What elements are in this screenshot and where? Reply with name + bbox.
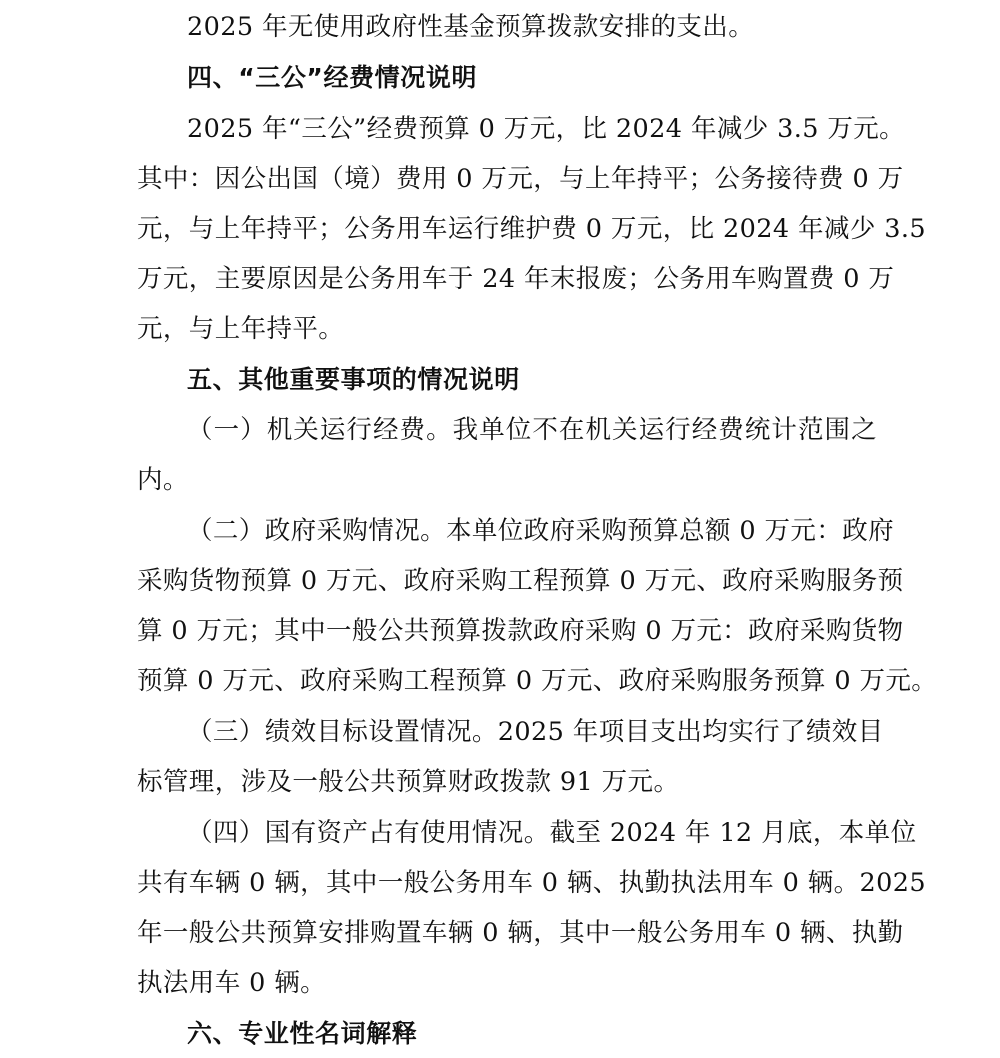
- paragraph-line: （三）绩效目标设置情况。2025 年项目支出均实行了绩效目: [187, 717, 884, 747]
- paragraph-line: 预算 0 万元、政府采购工程预算 0 万元、政府采购服务预算 0 万元。: [137, 666, 938, 696]
- paragraph-line: 年一般公共预算安排购置车辆 0 辆，其中一般公务用车 0 辆、执勤: [137, 918, 904, 948]
- paragraph-line: 算 0 万元；其中一般公共预算拨款政府采购 0 万元：政府采购货物: [137, 616, 904, 646]
- paragraph-line: （一）机关运行经费。我单位不在机关运行经费统计范围之: [187, 415, 877, 445]
- section-heading-five: 五、其他重要事项的情况说明: [187, 365, 520, 394]
- paragraph-line: 采购货物预算 0 万元、政府采购工程预算 0 万元、政府采购服务预: [137, 566, 904, 596]
- paragraph-line: 其中：因公出国（境）费用 0 万元，与上年持平；公务接待费 0 万: [137, 164, 904, 194]
- paragraph-line: 共有车辆 0 辆，其中一般公务用车 0 辆、执勤执法用车 0 辆。2025: [137, 868, 927, 898]
- section-heading-four: 四、“三公”经费情况说明: [187, 63, 478, 92]
- paragraph-line: 元，与上年持平。: [137, 314, 345, 344]
- paragraph-line: 2025 年无使用政府性基金预算拨款安排的支出。: [187, 12, 755, 42]
- section-heading-six: 六、专业性名词解释: [187, 1019, 418, 1048]
- paragraph-line: 执法用车 0 辆。: [137, 968, 327, 998]
- paragraph-line: 元，与上年持平；公务用车运行维护费 0 万元，比 2024 年减少 3.5: [137, 214, 927, 244]
- paragraph-line: 标管理，涉及一般公共预算财政拨款 91 万元。: [137, 767, 680, 797]
- paragraph-line: （二）政府采购情况。本单位政府采购预算总额 0 万元：政府: [187, 516, 895, 546]
- paragraph-line: 万元，主要原因是公务用车于 24 年末报废；公务用车购置费 0 万: [137, 264, 895, 294]
- paragraph-line: 2025 年“三公”经费预算 0 万元，比 2024 年减少 3.5 万元。: [187, 114, 906, 144]
- paragraph-line: （四）国有资产占有使用情况。截至 2024 年 12 月底，本单位: [187, 818, 917, 848]
- paragraph-line: 内。: [137, 465, 189, 495]
